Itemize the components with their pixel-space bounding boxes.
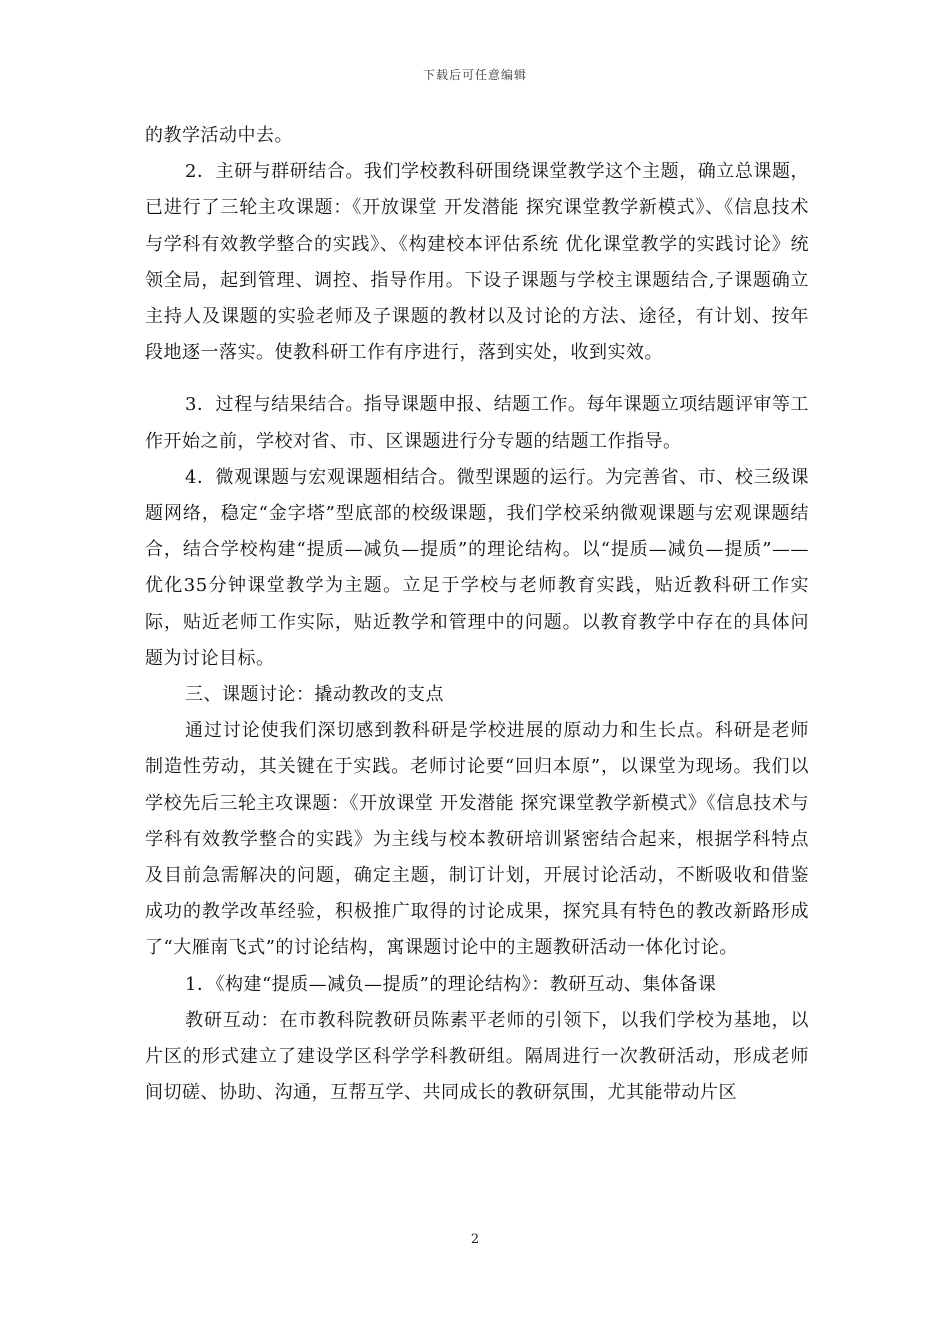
section-heading-3: 三、课题讨论：撬动教改的支点 (185, 684, 444, 706)
paragraph-teaching-interaction: 教研互动：在市教科院教研员陈素平老师的引领下，以我们学校为基地，以片区的形式建立了建设学区科学学科教研组。隔周进行一次教研活动，形成老师间切磋、协助、沟通，互帮互学、共同成长的教研氛围，尤其能带动片区 (145, 1009, 809, 1104)
paragraph-section-intro: 通过讨论使我们深切感到教科研是学校进展的原动力和生长点。科研是老师制造性劳动，其关键在于实践。老师讨论要“回归本原”，以课堂为现场。我们以学校先后三轮主攻课题：《开放课堂 开发潜能 探究课堂教学新模式》《信息技术与学科有效教学整合的实践》为主线与校本教研培训紧密结合起来，根据学科特点及目前急需解决的问题，确定主题，制订计划，开展讨论活动，不断吸收和借鉴成功的教学改革经验，积极推广取得的讨论成果，探究具有特色的教改新路形成了“大雁南飞式”的讨论结构，寓课题讨论中的主题教研活动一体化讨论。 (145, 720, 809, 959)
paragraph-item-4: 4．微观课题与宏观课题相结合。微型课题的运行。为完善省、市、校三级课题网络，稳定“金字塔”型底部的校级课题，我们学校采纳微观课题与宏观课题结合，结合学校构建“提质—减负—提质”的理论结构。以“提质—减负—提质”——优化35分钟课堂教学为主题。立足于学校与老师教育实践，贴近教科研工作实际，贴近老师工作实际，贴近教学和管理中的问题。以教育教学中存在的具体问题为讨论目标。 (145, 466, 809, 669)
subsection-heading-1: 1．《构建“提质—减负—提质”的理论结构》：教研互动、集体备课 (185, 973, 717, 995)
paragraph-item-2: 2．主研与群研结合。我们学校教科研围绕课堂教学这个主题，确立总课题，已进行了三轮主攻课题：《开放课堂 开发潜能 探究课堂教学新模式》、《信息技术与学科有效教学整合的实践》、《构建校本评估系统 优化课堂教学的实践讨论》统领全局，起到管理、调控、指导作用。下设子课题与学校主课题结合,子课题确立主持人及课题的实验老师及子课题的教材以及讨论的方法、途径，有计划、按年段地逐一落实。使教科研工作有序进行，落到实处，收到实效。 (145, 161, 809, 364)
paragraph-item-3: 3．过程与结果结合。指导课题申报、结题工作。每年课题立项结题评审等工作开始之前，学校对省、市、区课题进行分专题的结题工作指导。 (145, 394, 809, 452)
paragraph-continuation: 的教学活动中去。 (145, 125, 293, 146)
page-header: 下载后可任意编辑 (422, 68, 527, 82)
document-body (145, 118, 809, 1111)
page-number: 2 (470, 1232, 480, 1247)
